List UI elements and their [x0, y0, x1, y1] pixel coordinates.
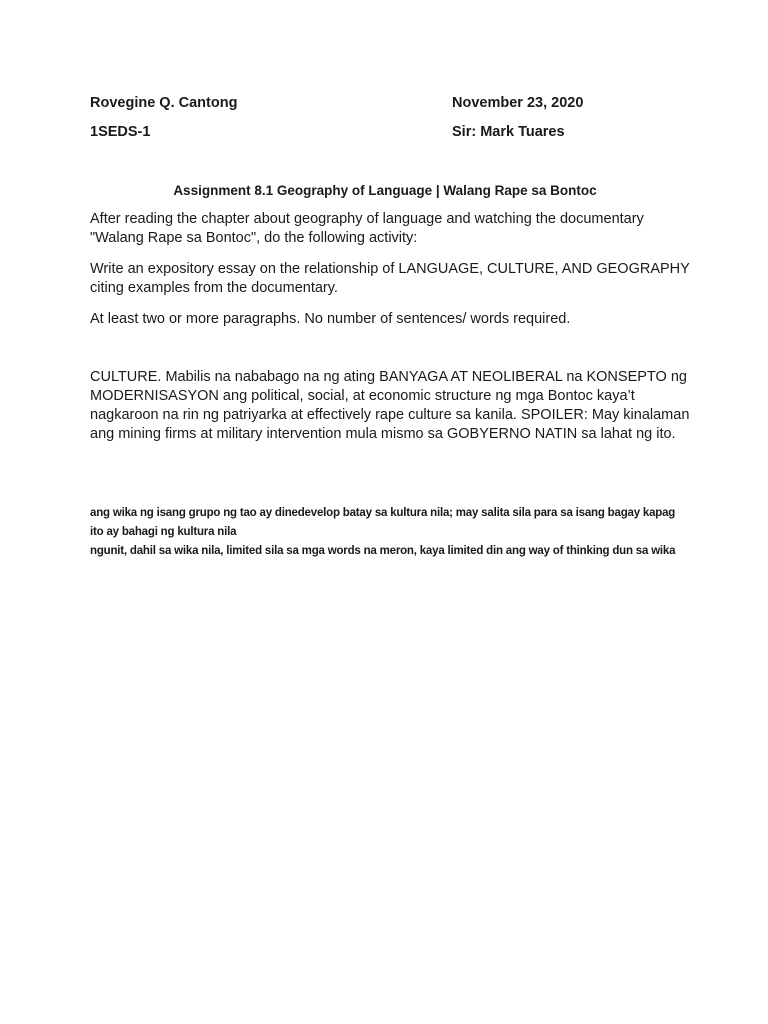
section: 1SEDS-1 [90, 124, 151, 140]
student-name: Rovegine Q. Cantong [90, 95, 238, 111]
date: November 23, 2020 [452, 95, 584, 111]
assignment-title: Assignment 8.1 Geography of Language | Walang Rape sa Bontoc [173, 183, 597, 198]
note-paragraph-1: ang wika ng isang grupo ng tao ay dinedevelop batay sa kultura nila; may salita sila para sa isang bagay kapag ito ay bahagi ng kultura nila [90, 507, 676, 538]
note-paragraph-2: ngunit, dahil sa wika nila, limited sila sa mga words na meron, kaya limited din ang way of thinking dun sa wika [90, 545, 676, 557]
teacher: Sir: Mark Tuares [452, 124, 565, 140]
instruction-paragraph-2: Write an expository essay on the relationship of LANGUAGE, CULTURE, AND GEOGRAPHY citing examples from the documentary. [90, 261, 690, 296]
instruction-paragraph-1: After reading the chapter about geography of language and watching the documentary "Walang Rape sa Bontoc", do the following activity: [90, 211, 644, 246]
instruction-paragraph-3: At least two or more paragraphs. No number of sentences/ words required. [90, 311, 571, 327]
culture-paragraph: CULTURE. Mabilis na nababago na ng ating BANYAGA AT NEOLIBERAL na KONSEPTO ng MODERNISASYON ang political, social, at economic structure ng mga Bontoc kaya’t nagkaroon na rin ng patriyarka at effectively rape culture sa kanila. SPOILER: May kinalaman ang mining firms at military intervention mula mismo sa GOBYERNO NATIN sa lahat ng ito. [90, 369, 690, 442]
